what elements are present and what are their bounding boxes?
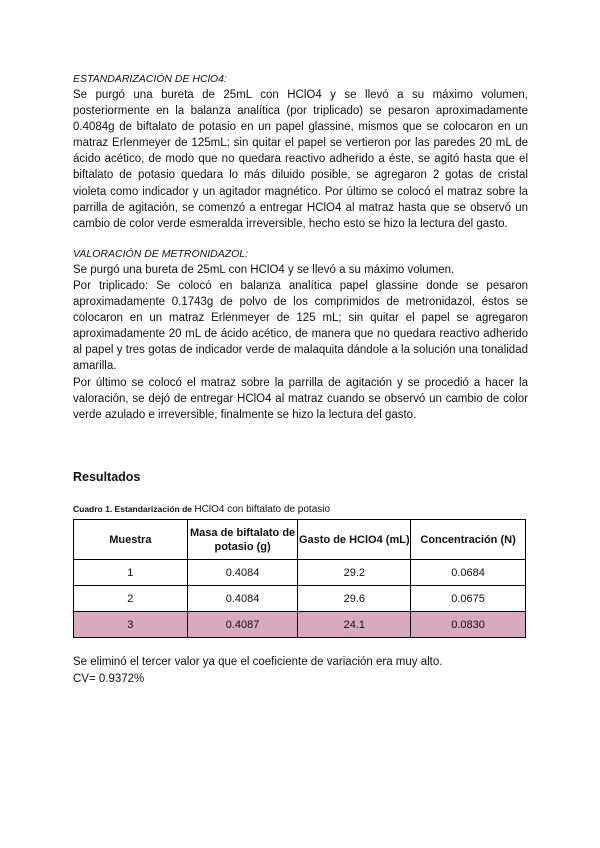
cell-mass: 0.4087 <box>187 612 298 638</box>
cell-sample: 3 <box>74 612 188 638</box>
cell-concentration: 0.0675 <box>411 586 526 612</box>
cell-volume: 29.2 <box>298 560 411 586</box>
valuation-paragraph-1: Se purgó una bureta de 25mL con HClO4 y se llevó a su máximo volumen. <box>73 263 455 276</box>
results-notes <box>73 654 442 687</box>
header-mass: Masa de biftalato de potasio (g) <box>187 520 298 560</box>
table-row-excluded <box>74 612 526 638</box>
header-sample: Muestra <box>74 520 188 560</box>
valuation-paragraph-3: Por último se colocó el matraz sobre la parrilla de agitación y se procedió a hacer la valoración, se dejó de entregar HClO4 al matraz cuando se observó un cambio de color verde azulado e irreversible, finalmente se hizo la lectura del gasto. <box>73 376 528 421</box>
standardization-paragraph: Se purgó una bureta de 25mL con HClO4 y se llevó a su máximo volumen, posteriormente en la balanza analítica (por triplicado) se pesaron aproximadamente 0.4084g de biftalato de potasio en un papel glassine, mismos que se colocaron en un matraz Erlenmeyer de 125mL; sin quitar el papel se vertieron por las paredes 20 mL de ácido acético, de modo que no quedara reactivo adherido a éste, se agitó hasta que el biftalato de potasio quedara lo más diluido posible, se agregaron 2 gotas de cristal violeta como indicador y un agitador magnético. Por último se colocó el matraz sobre la parrilla de agitación, se comenzó a entregar HClO4 al matraz hasta que se observó un cambio de color verde esmeralda irreversible, hecho esto se hizo la lectura del gasto. <box>73 89 528 230</box>
standardization-table <box>73 519 526 638</box>
cell-concentration: 0.0684 <box>411 560 526 586</box>
results-heading: Resultados <box>73 470 141 484</box>
table-row <box>74 560 526 586</box>
section-heading-valuation: VALORACIÓN DE METRONIDAZOL: <box>73 247 249 260</box>
section-heading-standardization: ESTANDARIZACIÓN DE HClO4: <box>73 73 227 85</box>
table-row <box>74 586 526 612</box>
header-concentration: Concentración (N) <box>411 520 526 560</box>
table-header-row <box>74 520 526 560</box>
cell-sample: 1 <box>74 560 188 586</box>
cell-concentration: 0.0830 <box>411 612 526 638</box>
document-page <box>73 72 528 685</box>
note-elimination: Se eliminó el tercer valor ya que el coeficiente de variación era muy alto. <box>73 656 443 668</box>
cell-volume: 29.6 <box>298 586 411 612</box>
note-cv: CV= 0.9372% <box>73 672 145 685</box>
table-caption-label: Cuadro 1. Estandarización de <box>73 504 193 514</box>
header-volume: Gasto de HClO4 (mL) <box>298 520 411 560</box>
cell-mass: 0.4084 <box>187 560 298 586</box>
table-caption-text: HClO4 con biftalato de potasio <box>194 504 331 515</box>
table-caption <box>73 504 330 515</box>
valuation-paragraph-2: Por triplicado: Se colocó en balanza analítica papel glassine donde se pesaron aproximadamente 0.1743g de polvo de los comprimidos de metronidazol, éstos se colocaron en un matraz Erlenmeyer de 125 mL; sin quitar el papel se agregaron aproximadamente 20 mL de ácido acético, de manera que no quedara reactivo adherido al papel y tres gotas de indicador verde de malaquita dándole a la solución una tonalidad amarilla. <box>73 279 528 373</box>
cell-mass: 0.4084 <box>187 586 298 612</box>
cell-sample: 2 <box>74 586 188 612</box>
cell-volume: 24.1 <box>298 612 411 638</box>
